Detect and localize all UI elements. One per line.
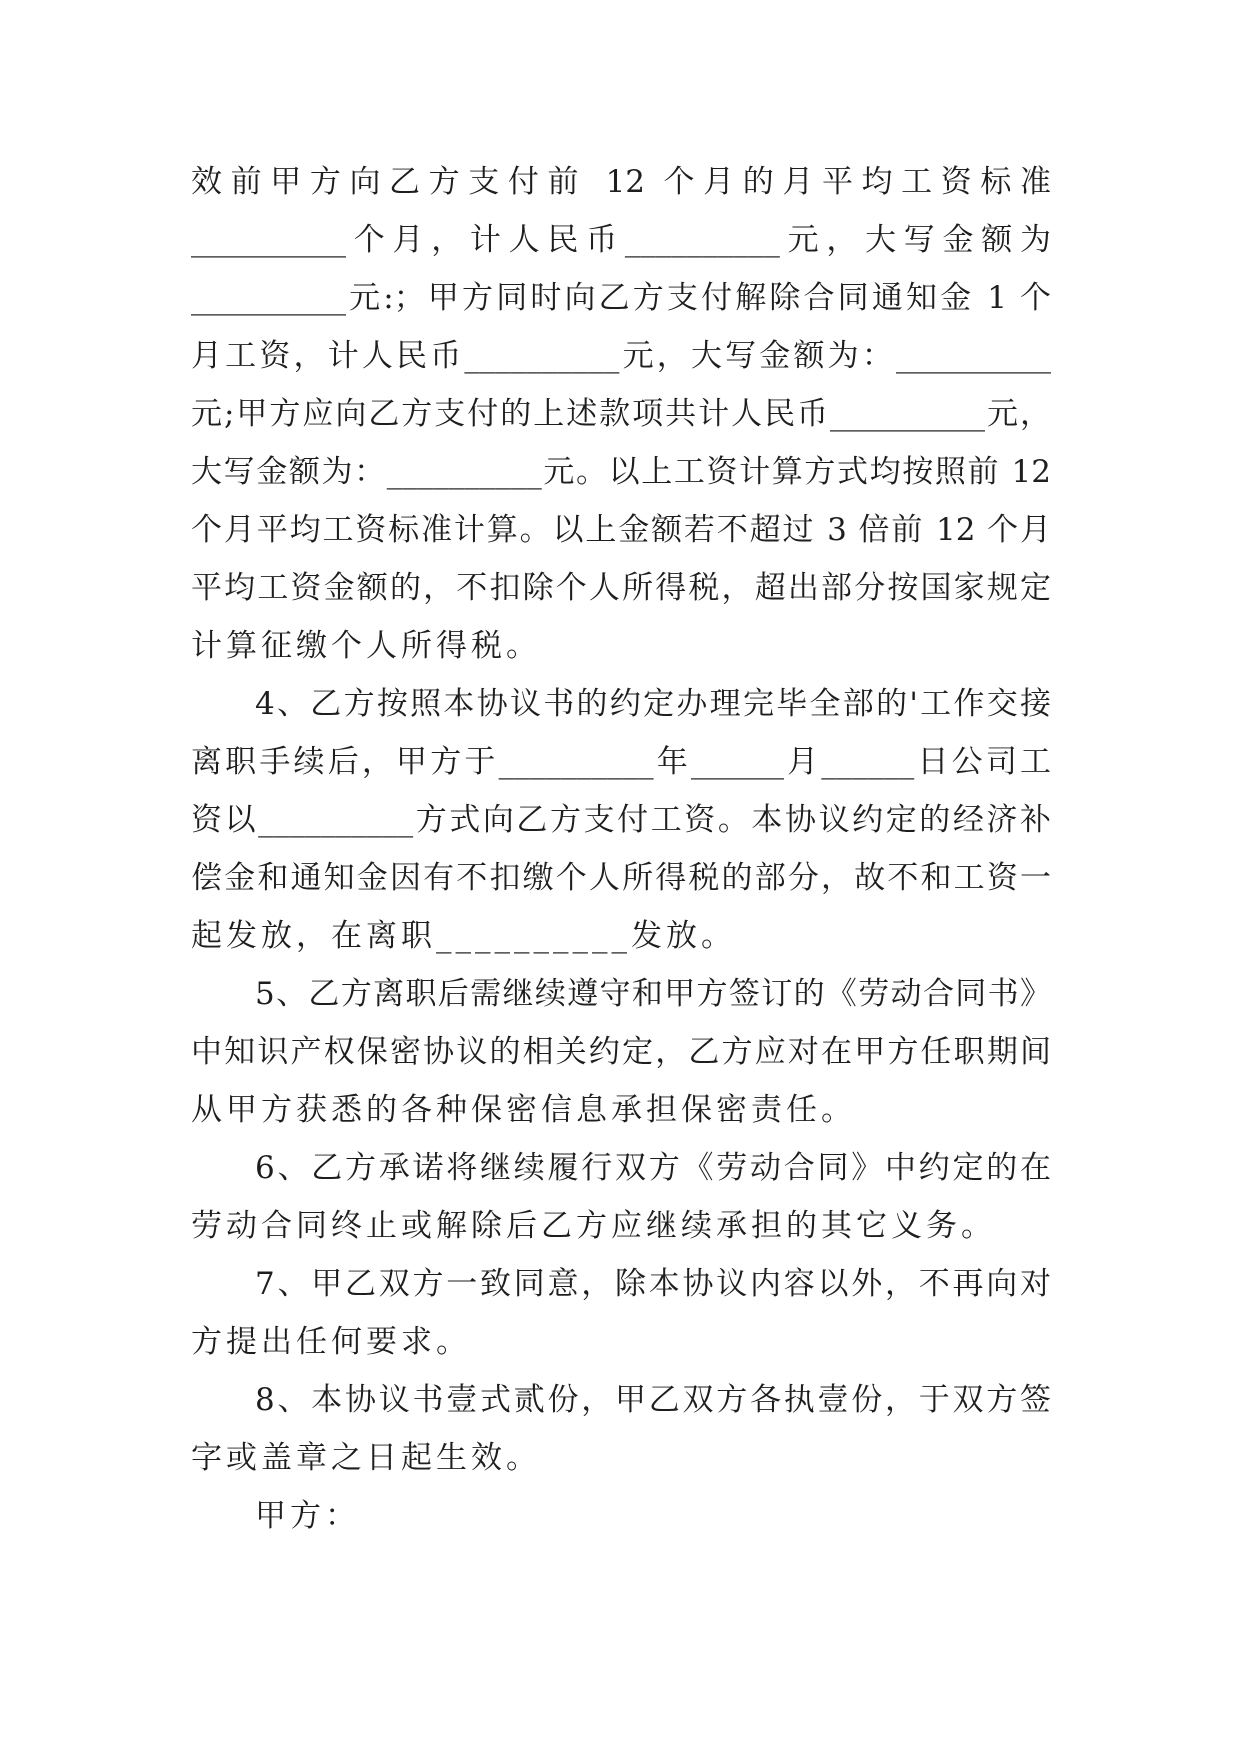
clause-7-heading: 7、甲乙双方一致同意，除本协议内容以外，不再向对 <box>255 1266 1051 1302</box>
text-line: 方提出任何要求。 <box>191 1324 471 1360</box>
clause-6-heading: 6、乙方承诺将继续履行双方《劳动合同》中约定的在 <box>255 1150 1051 1186</box>
text-line: 元;甲方应向乙方支付的上述款项共计人民币__________元， <box>191 396 1051 432</box>
text-line: 偿金和通知金因有不扣缴个人所得税的部分，故不和工资一 <box>191 860 1051 896</box>
text-line: 字或盖章之日起生效。 <box>191 1440 541 1476</box>
clause-4-heading: 4、乙方按照本协议书的约定办理完毕全部的'工作交接 <box>255 686 1051 722</box>
text-line: 从甲方获悉的各种保密信息承担保密责任。 <box>191 1092 856 1128</box>
text-line: 离职手续后，甲方于__________年______月______日公司工 <box>191 744 1051 780</box>
text-line: 月工资，计人民币__________元，大写金额为：__________ <box>191 338 1051 374</box>
text-line: __________个月，计人民币__________元，大写金额为 <box>191 222 1051 258</box>
text-line: __________元:；甲方同时向乙方支付解除合同通知金 1 个 <box>191 280 1051 316</box>
text-line: 资以__________方式向乙方支付工资。本协议约定的经济补 <box>191 802 1051 838</box>
party-a-signature-label: 甲方： <box>255 1498 360 1534</box>
text-line: 平均工资金额的，不扣除个人所得税，超出部分按国家规定 <box>191 570 1051 606</box>
text-line: 劳动合同终止或解除后乙方应继续承担的其它义务。 <box>191 1208 996 1244</box>
clause-5-heading: 5、乙方离职后需继续遵守和甲方签订的《劳动合同书》 <box>255 976 1051 1012</box>
text-line: 中知识产权保密协议的相关约定，乙方应对在甲方任职期间 <box>191 1034 1051 1070</box>
text-line: 效前甲方向乙方支付前 12 个月的月平均工资标准 <box>191 164 1051 200</box>
text-line: 起发放，在离职__________发放。 <box>191 918 736 954</box>
text-line: 大写金额为：__________元。以上工资计算方式均按照前 12 <box>191 454 1051 490</box>
text-line: 计算征缴个人所得税。 <box>191 628 541 664</box>
text-line: 个月平均工资标准计算。以上金额若不超过 3 倍前 12 个月 <box>191 512 1051 548</box>
clause-8-heading: 8、本协议书壹式贰份，甲乙双方各执壹份，于双方签 <box>255 1382 1051 1418</box>
